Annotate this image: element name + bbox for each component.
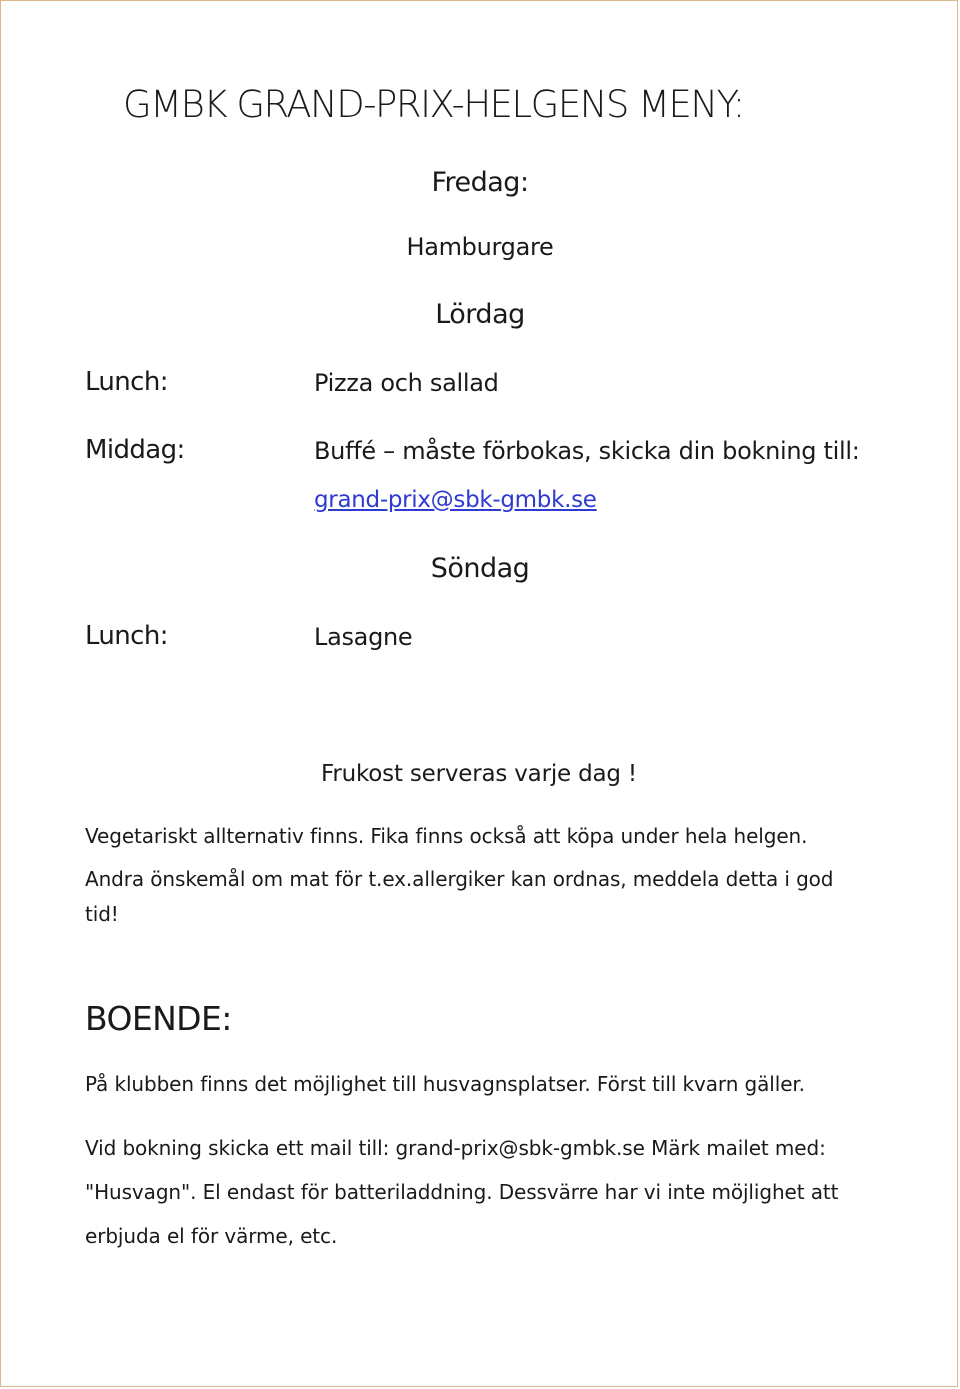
accommodation-line-2: Vid bokning skicka ett mail till: grand-prix@sbk-gmbk.se Märk mailet med:: [85, 1136, 826, 1160]
saturday-dinner-item: Buffé – måste förbokas, skicka din bokning till:: [314, 437, 860, 465]
notes-line-2: Andra önskemål om mat för t.ex.allergiker kan ordnas, meddela detta i god: [85, 867, 834, 891]
saturday-dinner-label: Middag:: [85, 435, 185, 465]
notes-line-1: Vegetariskt allternativ finns. Fika finns också att köpa under hela helgen.: [85, 824, 808, 848]
accommodation-line-3: "Husvagn". El endast för batteriladdning. Dessvärre har vi inte möjlighet att: [85, 1180, 839, 1204]
accommodation-line-1: På klubben finns det möjlighet till husvagnsplatser. Först till kvarn gäller.: [85, 1072, 805, 1096]
accommodation-line-4: erbjuda el för värme, etc.: [85, 1224, 338, 1248]
page-title: GMBK GRAND-PRIX-HELGENS MENY:: [123, 83, 744, 126]
breakfast-note: Frukost serveras varje dag !: [321, 761, 637, 787]
sunday-heading: Söndag: [430, 553, 530, 584]
accommodation-heading: BOENDE:: [85, 999, 232, 1038]
saturday-heading: Lördag: [435, 299, 525, 330]
friday-heading: Fredag:: [431, 167, 529, 198]
email-link[interactable]: grand-prix@sbk-gmbk.se: [314, 487, 597, 513]
sunday-lunch-item: Lasagne: [314, 623, 413, 651]
sunday-lunch-label: Lunch:: [85, 621, 168, 651]
saturday-lunch-item: Pizza och sallad: [314, 369, 499, 397]
saturday-lunch-label: Lunch:: [85, 367, 168, 397]
notes-line-3: tid!: [85, 902, 119, 926]
friday-dish: Hamburgare: [406, 233, 554, 261]
